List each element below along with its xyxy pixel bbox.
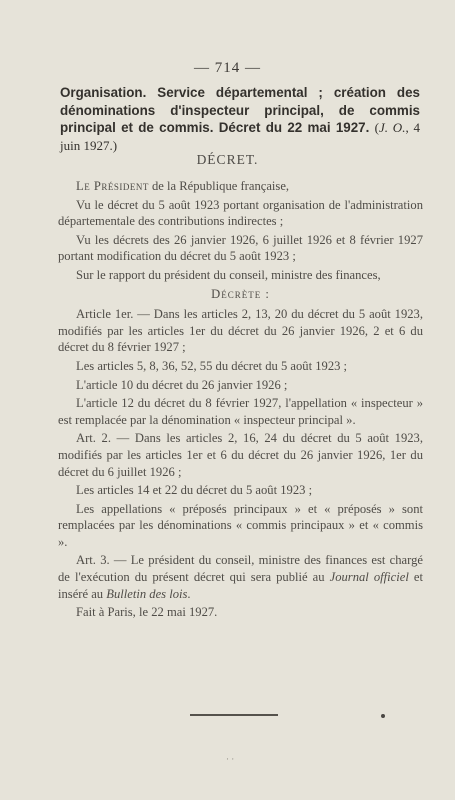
title-source: (J. O., 4 juin 1927.) (60, 120, 421, 153)
title-text: Organisation. Service départemental ; création des dénominations d'inspecteur principal, de commis principal et de commis. Décret du 22 mai 1927. (60, 85, 420, 135)
page-number: — 714 — (194, 60, 261, 76)
preamble-rapport: Sur le rapport du président du conseil, ministre des finances, (76, 267, 381, 282)
article-2-list-1: Les articles 14 et 22 du décret du 5 août 1923 ; (76, 483, 313, 498)
signature-line: Fait à Paris, le 22 mai 1927. (76, 605, 218, 620)
decree-body (58, 178, 423, 623)
article-1-list-1: Les articles 5, 8, 36, 52, 55 du décret du 5 août 1923 ; (76, 358, 348, 373)
decrete-heading: Décrète : (211, 286, 270, 301)
footer-rule (190, 714, 278, 716)
decret-heading: DÉCRET. (196, 152, 259, 167)
preamble-vu-2: Vu les décrets des 26 janvier 1926, 6 juillet 1926 et 8 février 1927 portant modification du décret du 5 août 1923 ; (58, 232, 423, 264)
article-2-list-2: Les appellations « préposés principaux » et « préposés » sont remplacées par les dénominations « commis principaux » et « commis ». (58, 501, 423, 549)
preamble-president: Le Président de la République française, (76, 179, 290, 193)
article-3: Art. 3. — Le président du conseil, ministre des finances est chargé de l'exécution du présent décret qui sera publié au Journal officiel et inséré au Bulletin des lois. (58, 553, 423, 601)
footer-specks: · · (226, 754, 235, 764)
article-1-list-3: L'article 12 du décret du 8 février 1927, l'appellation « inspecteur » est remplacée par la dénomination « inspecteur principal ». (58, 396, 423, 427)
journal-abbrev: J. O. (378, 120, 406, 135)
article-1-list-2: L'article 10 du décret du 26 janvier 1926 ; (76, 377, 288, 392)
article-1: Article 1er. — Dans les articles 2, 13, 20 du décret du 5 août 1923, modifiés par les articles 1er du décret du 26 janvier 1926, 2 et 6 du décret du 8 février 1927 ; (58, 307, 423, 355)
bulletin-des-lois: Bulletin des lois (106, 586, 188, 601)
journal-officiel: Journal officiel (329, 570, 409, 585)
footer-dot (381, 714, 385, 718)
article-2: Art. 2. — Dans les articles 2, 16, 24 du décret du 5 août 1923, modifiés par les articles 1er et 6 du décret du 26 janvier 1926, 1er du décret du 6 juillet 1926 ; (58, 431, 423, 479)
document-title (60, 84, 420, 154)
preamble-vu-1: Vu le décret du 5 août 1923 portant organisation de l'administration départementale des contributions indirectes ; (58, 197, 423, 229)
